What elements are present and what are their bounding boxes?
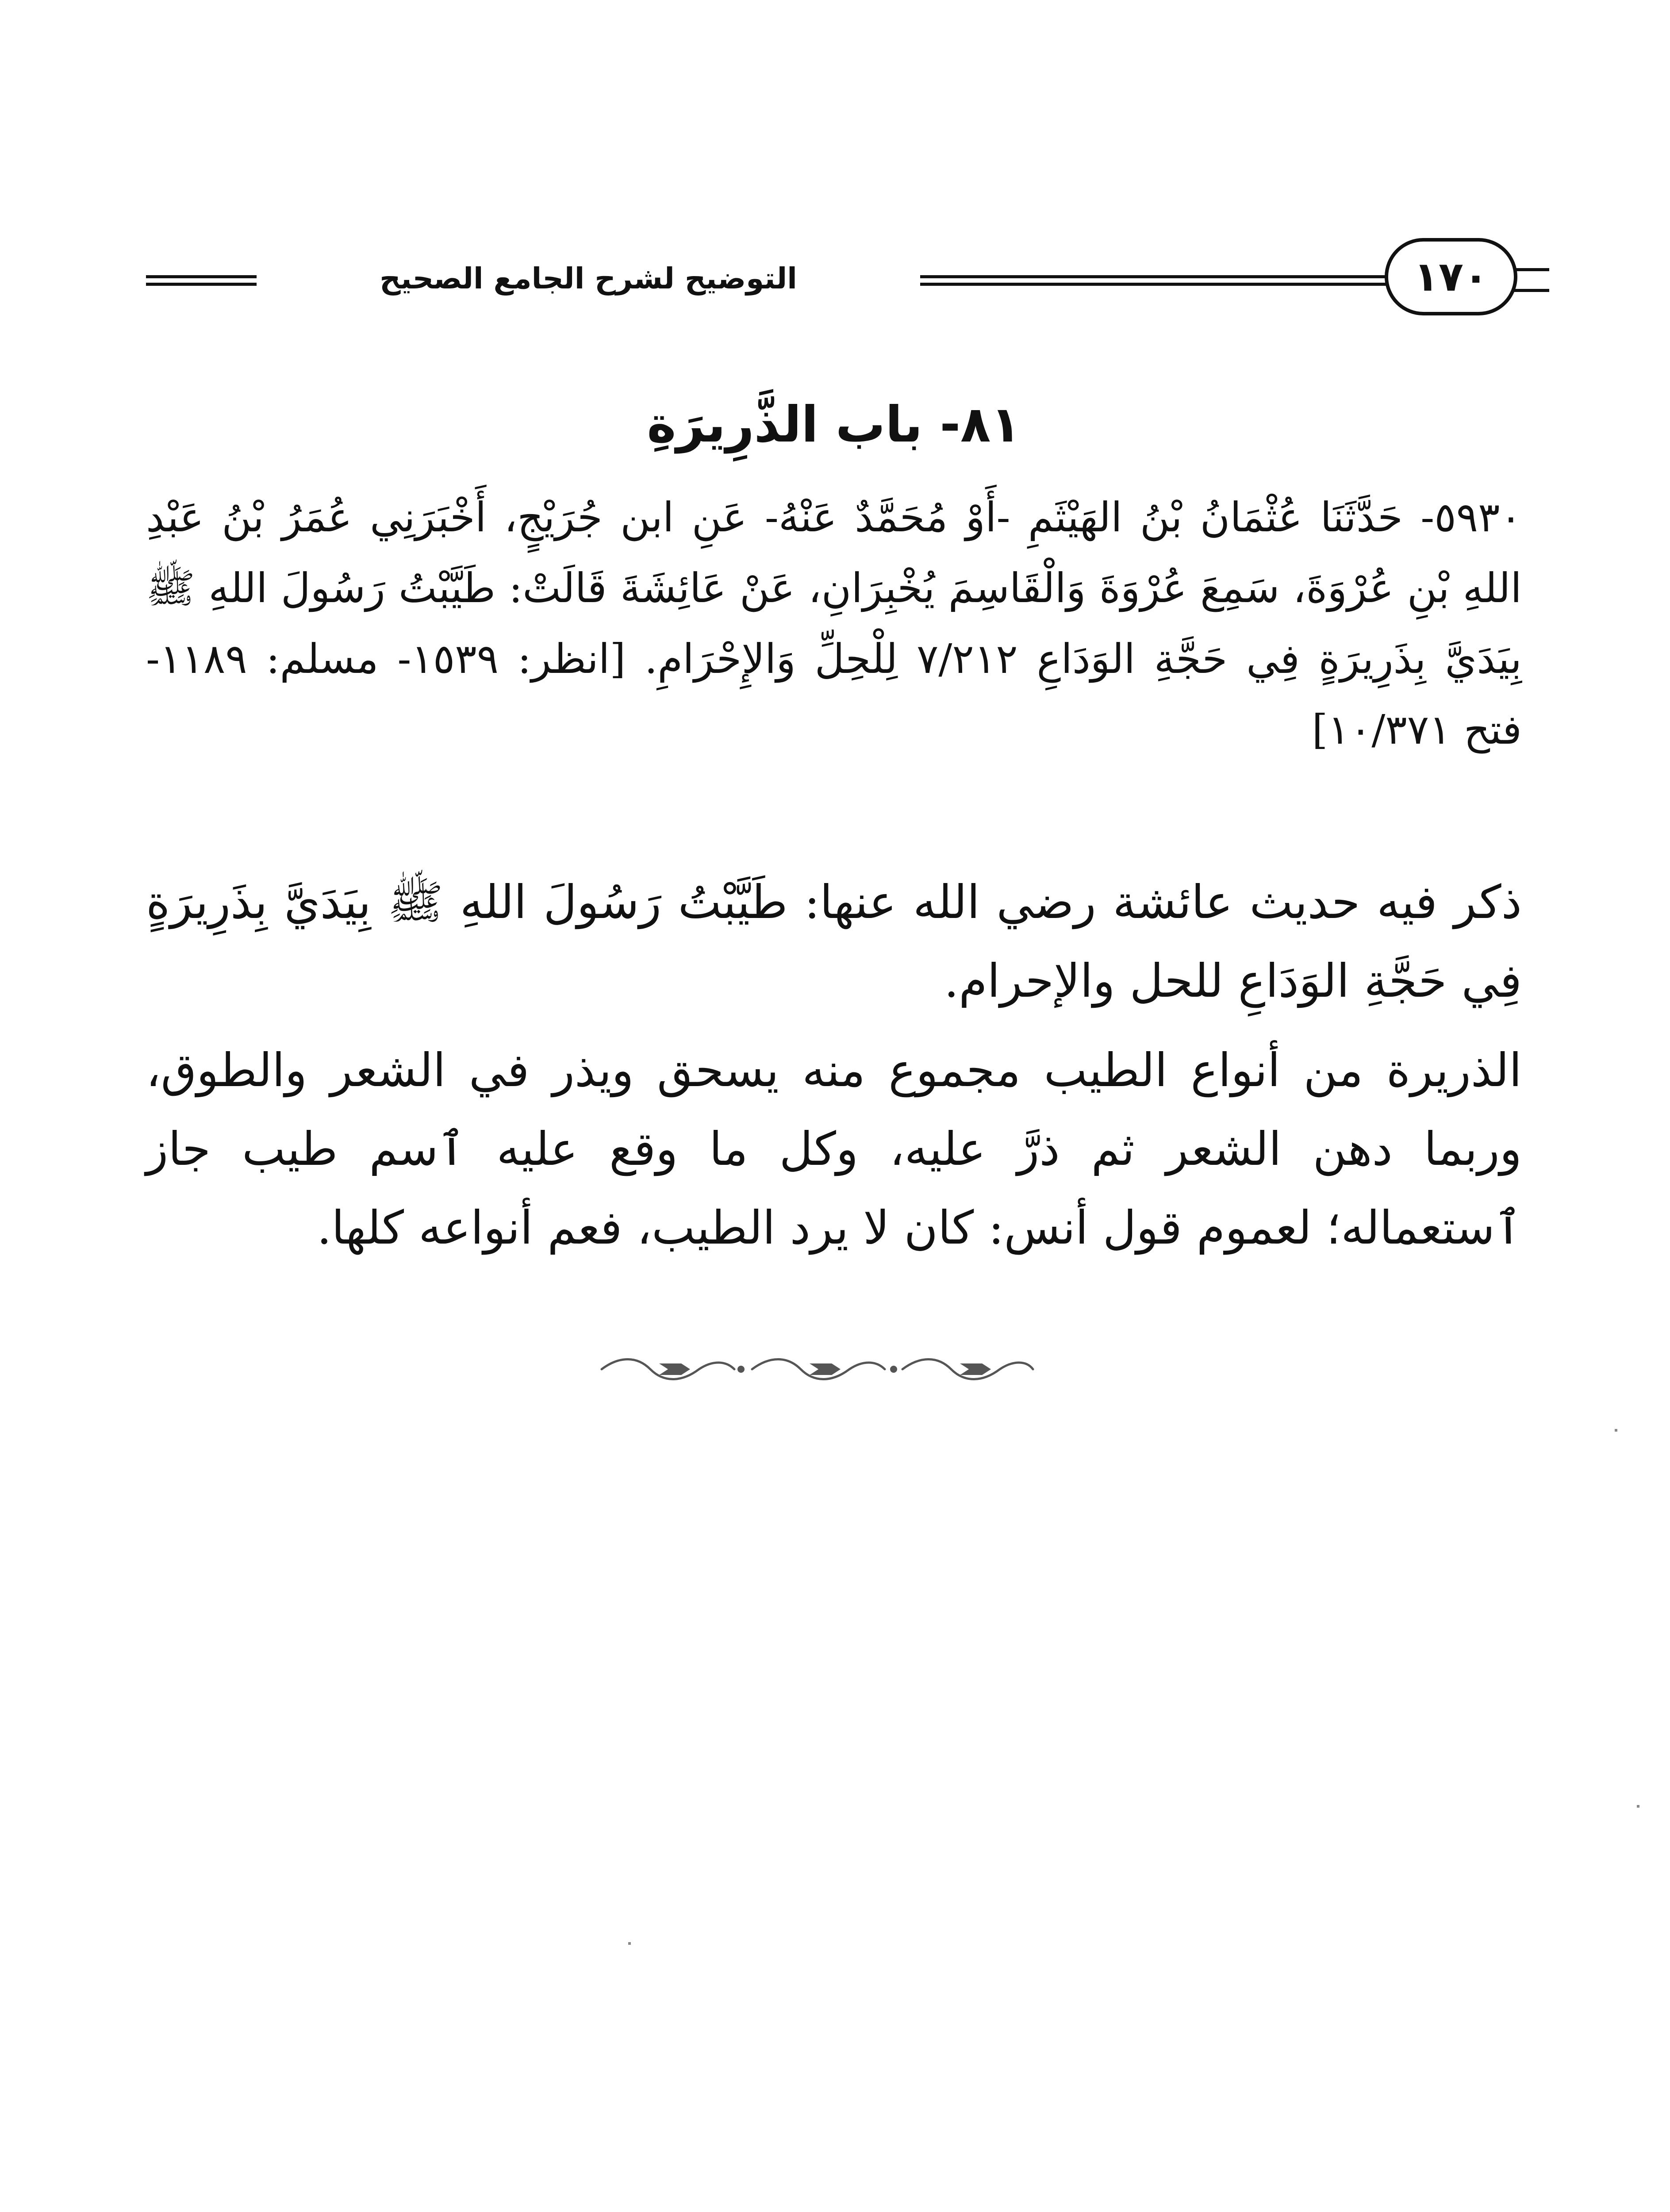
hadith-text: ٥٩٣٠- حَدَّثَنَا عُثْمَانُ بْنُ الهَيْثَمِ -أَوْ مُحَمَّدٌ عَنْهُ- عَنِ ابن جُرَيْجٍ، أَخْبَرَنِي عُمَرُ بْنُ عَبْدِ اللهِ بْنِ عُرْوَةَ، سَمِعَ عُرْوَةَ وَالْقَاسِمَ يُخْبِرَانِ، عَنْ عَائِشَةَ قَالَتْ: طَيَّبْتُ رَسُولَ اللهِ ﷺ بِيَدَيَّ بِذَرِيرَةٍ فِي حَجَّةِ الوَدَاعِ ٧/٢١٢ لِلْحِلِّ وَالإِحْرَامِ. [انظر: ١٥٣٩- مسلم: ١١٨٩- فتح ١٠/٣٧١] — [146, 494, 1522, 753]
chapter-heading: ٨١- باب الذَّرِيرَةِ — [647, 396, 1021, 453]
header-rule-left — [146, 275, 257, 286]
page-number: ١٧٠ — [1385, 238, 1517, 315]
commentary-paragraph-2: الذريرة من أنواع الطيب مجموع منه يسحق ويذر في الشعر والطوق، وربما دهن الشعر ثم ذرَّ عليه، وكل ما وقع عليه ٱسم طيب جاز ٱستعماله؛ لعموم قول أنس: كان لا يرد الطيب، فعم أنواعه كلها. — [146, 1043, 1522, 1255]
scan-speck — [628, 1942, 631, 1945]
commentary-paragraph-1: ذكر فيه حديث عائشة رضي الله عنها: طَيَّبْتُ رَسُولَ اللهِ ﷺ بِيَدَيَّ بِذَرِيرَةٍ فِي حَجَّةِ الوَدَاعِ للحل والإحرام. — [146, 875, 1522, 1008]
scan-speck — [1637, 1805, 1639, 1808]
running-title: التوضيح لشرح الجامع الصحيح — [380, 261, 797, 296]
page-header — [146, 230, 1522, 327]
ornament-divider — [593, 1354, 1040, 1385]
scan-speck — [1615, 1429, 1617, 1432]
header-rule-right — [920, 275, 1389, 286]
